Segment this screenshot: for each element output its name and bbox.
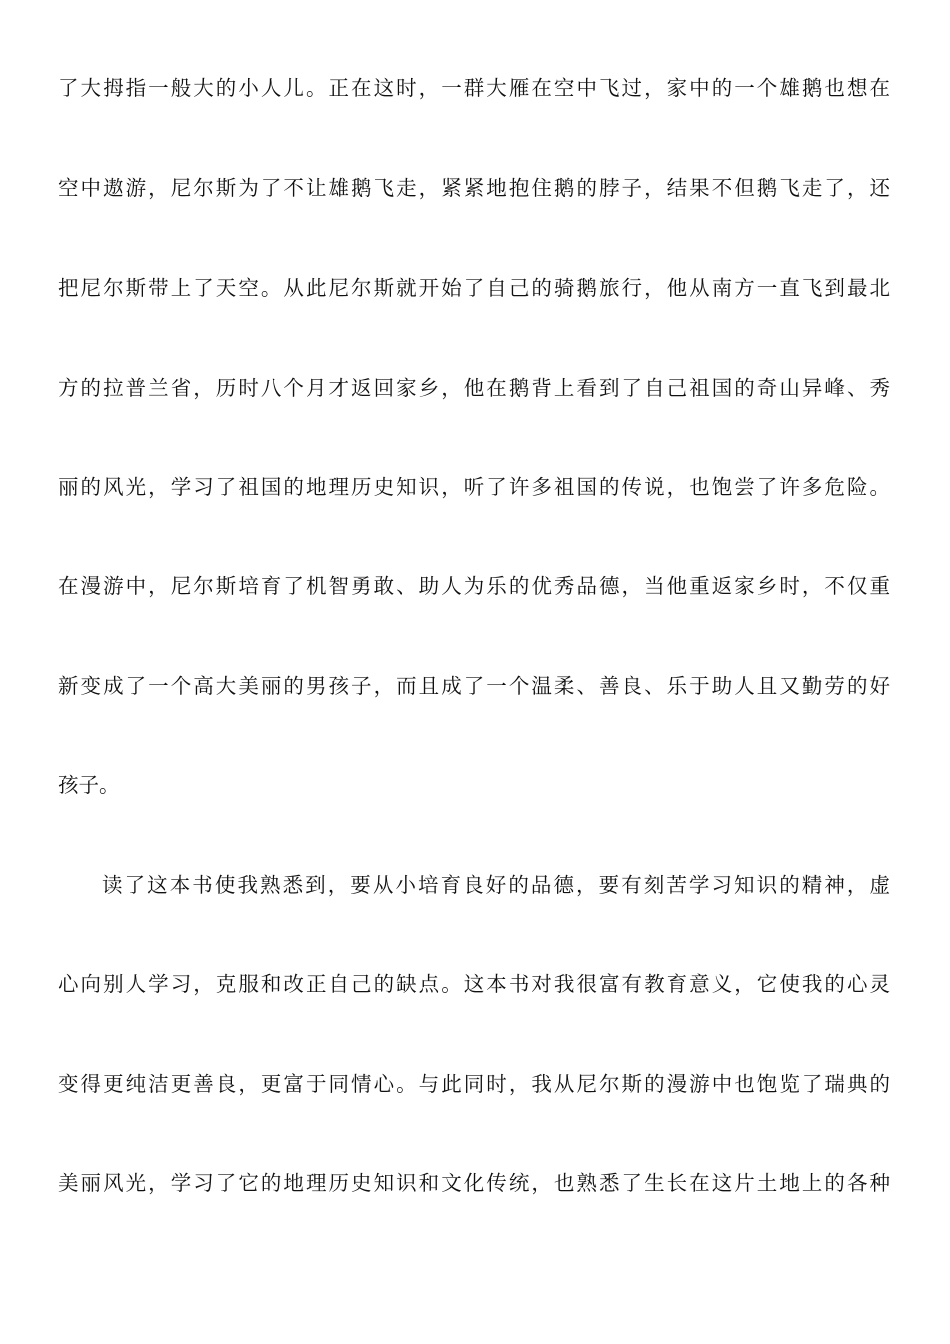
text-line: 丽的风光，学习了祖国的地理历史知识，听了许多祖国的传说，也饱尝了许多危险。	[58, 475, 890, 499]
text-line: 在漫游中，尼尔斯培育了机智勇敢、助人为乐的优秀品德，当他重返家乡时，不仅重	[58, 574, 890, 598]
text-line: 把尼尔斯带上了天空。从此尼尔斯就开始了自己的骑鹅旅行，他从南方一直飞到最北	[58, 276, 890, 300]
paragraph-first-line: 读了这本书使我熟悉到，要从小培育良好的品德，要有刻苦学习知识的精神，虚	[102, 873, 890, 897]
text-line: 心向别人学习，克服和改正自己的缺点。这本书对我很富有教育意义，它使我的心灵	[58, 972, 890, 996]
text-line: 变得更纯洁更善良，更富于同情心。与此同时，我从尼尔斯的漫游中也饱览了瑞典的	[58, 1072, 890, 1096]
text-line: 了大拇指一般大的小人儿。正在这时，一群大雁在空中飞过，家中的一个雄鹅也想在	[58, 76, 890, 100]
text-line: 空中遨游，尼尔斯为了不让雄鹅飞走，紧紧地抱住鹅的脖子，结果不但鹅飞走了，还	[58, 176, 890, 200]
text-line: 新变成了一个高大美丽的男孩子，而且成了一个温柔、善良、乐于助人且又勤劳的好	[58, 674, 890, 698]
text-line: 美丽风光，学习了它的地理历史知识和文化传统，也熟悉了生长在这片土地上的各种	[58, 1171, 890, 1195]
text-line: 方的拉普兰省，历时八个月才返回家乡，他在鹅背上看到了自己祖国的奇山异峰、秀	[58, 376, 890, 400]
text-line: 孩子。	[58, 773, 120, 797]
